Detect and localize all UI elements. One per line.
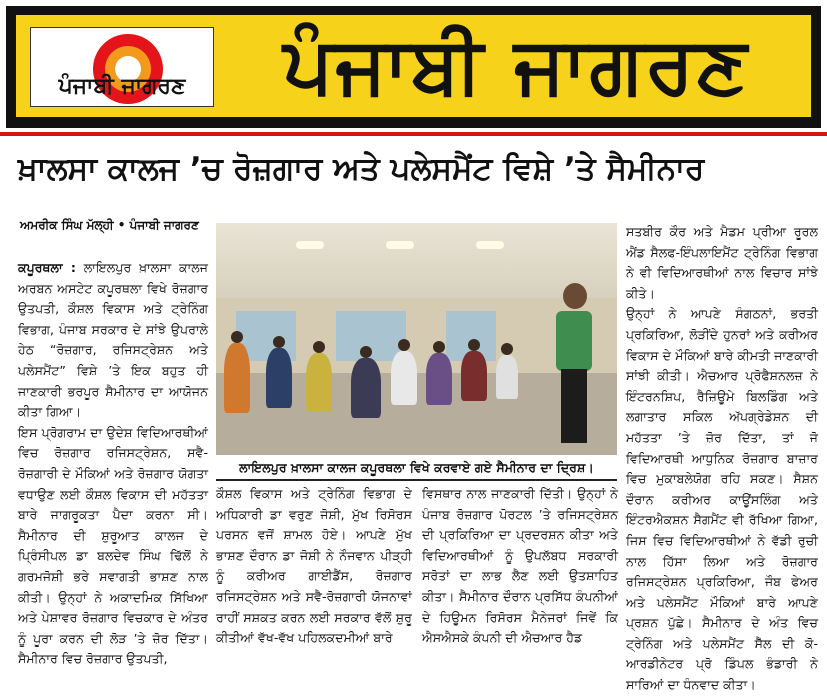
article-headline: ਖ਼ਾਲਸਾ ਕਾਲਜ ’ਚ ਰੋਜ਼ਗਾਰ ਅਤੇ ਪਲੇਸਮੈਂਟ ਵਿਸ਼ੇ ’ਤੇ ਸੈਮੀਨਾਰ xyxy=(18,151,705,187)
article-column-2 xyxy=(216,484,412,646)
newspaper-logo xyxy=(30,27,214,107)
masthead-divider xyxy=(0,132,827,136)
rising-sun-icon xyxy=(93,34,163,68)
article-dateline: ਕਪੂਰਥਲਾ : xyxy=(18,260,76,275)
article-column-3 xyxy=(422,484,618,646)
photo-caption: ਲਾਇਲਪੁਰ ਖ਼ਾਲਸਾ ਕਾਲਜ ਕਪੂਰਥਲਾ ਵਿਖੇ ਕਰਵਾਏ ਗਏ ਸੈਮੀਨਾਰ ਦਾ ਦ੍ਰਿਸ਼। xyxy=(216,457,617,481)
masthead-title: ਪੰਜਾਬੀ ਜਾਗਰਣ xyxy=(283,21,749,111)
logo-text: ਪੰਜਾਬੀ ਜਾਗਰਣ xyxy=(58,74,186,99)
article-column-1 xyxy=(18,258,208,667)
article-paragraph-4: ਵਿਸਥਾਰ ਨਾਲ ਜਾਣਕਾਰੀ ਦਿੱਤੀ। ਉਨ੍ਹਾਂ ਨੇ ਪੰਜਾਬ ਰੋਜ਼ਗਾਰ ਪੋਰਟਲ ’ਤੇ ਰਜਿਸਟ੍ਰੇਸ਼ਨ ਦੀ ਪ੍ਰਕਿਰਿਆ ਦਾ ਪ੍ਰਦਰਸ਼ਨ ਕੀਤਾ ਅਤੇ ਵਿਦਿਆਰਥੀਆਂ ਨੂੰ ਉਪਲੱਬਧ ਸਰਕਾਰੀ ਸਰੋਤਾਂ ਦਾ ਲਾਭ ਲੈਣ ਲਈ ਉਤਸ਼ਾਹਿਤ ਕੀਤਾ। ਸੈਮੀਨਾਰ ਦੌਰਾਨ ਪ੍ਰਸਿੱਧ ਕੰਪਨੀਆਂ ਦੇ ਹਿਊਮਨ ਰਿਸੋਰਸ ਮੈਨੇਜਰਾਂ ਜਿਵੇਂ ਕਿ ਐਸਐਸਕੇ ਕੰਪਨੀ ਦੀ ਐਚਆਰ ਹੈਡ xyxy=(422,486,618,646)
article-byline: ਅਮਰੀਕ ਸਿੰਘ ਮੱਲ੍ਹੀ • ਪੰਜਾਬੀ ਜਾਗਰਣ xyxy=(20,218,199,232)
article-column-4 xyxy=(626,222,818,693)
masthead-panel xyxy=(16,15,811,117)
article-paragraph-3: ਕੌਸ਼ਲ ਵਿਕਾਸ ਅਤੇ ਟ੍ਰੇਨਿੰਗ ਵਿਭਾਗ ਦੇ ਅਧਿਕਾਰੀ ਡਾ ਵਰੁਣ ਜੋਸ਼ੀ, ਮੁੱਖ ਰਿਸੋਰਸ ਪਰਸਨ ਵਜੋਂ ਸ਼ਾਮਲ ਹੋਏ। ਆਪਣੇ ਮੁੱਖ ਭਾਸ਼ਣ ਦੌਰਾਨ ਡਾ ਜੋਸ਼ੀ ਨੇ ਨੌਜਵਾਨ ਪੀੜ੍ਹੀ ਨੂੰ ਕਰੀਅਰ ਗਾਈਡੈਂਸ, ਰੋਜ਼ਗਾਰ ਰਜਿਸਟ੍ਰੇਸ਼ਨ ਅਤੇ ਸਵੈ-ਰੋਜ਼ਗਾਰੀ ਯੋਜਨਾਵਾਂ ਰਾਹੀਂ ਸਸ਼ਕਤ ਕਰਨ ਲਈ ਸਰਕਾਰ ਵੱਲੋਂ ਸ਼ੁਰੂ ਕੀਤੀਆਂ ਵੱਖ-ਵੱਖ ਪਹਿਲਕਦਮੀਆਂ ਬਾਰੇ xyxy=(216,486,412,646)
article-paragraph-2: ਇਸ ਪ੍ਰੋਗਰਾਮ ਦਾ ਉਦੇਸ਼ ਵਿਦਿਆਰਥੀਆਂ ਵਿਚ ਰੋਜ਼ਗਾਰ ਰਜਿਸਟ੍ਰੇਸ਼ਨ, ਸਵੈ-ਰੋਜ਼ਗਾਰੀ ਦੇ ਮੌਕਿਆਂ ਅਤੇ ਰੋਜ਼ਗਾਰ ਯੋਗਤਾ ਵਧਾਉਣ ਲਈ ਕੌਸ਼ਲ ਵਿਕਾਸ ਦੀ ਮਹੱਤਤਾ ਬਾਰੇ ਜਾਗਰੂਕਤਾ ਪੈਦਾ ਕਰਨਾ ਸੀ। ਸੈਮੀਨਾਰ ਦੀ ਸ਼ੁਰੂਆਤ ਕਾਲਜ ਦੇ ਪ੍ਰਿੰਸੀਪਲ ਡਾ ਬਲਦੇਵ ਸਿੰਘ ਢਿੱਲੋਂ ਨੇ ਗਰਮਜੋਸ਼ੀ ਭਰੇ ਸਵਾਗਤੀ ਭਾਸ਼ਣ ਨਾਲ ਕੀਤੀ। ਉਨ੍ਹਾਂ ਨੇ ਅਕਾਦਮਿਕ ਸਿੱਖਿਆ ਅਤੇ ਪੇਸ਼ਾਵਰ ਰੋਜ਼ਗਾਰ ਵਿਚਕਾਰ ਦੇ ਅੰਤਰ ਨੂੰ ਪੂਰਾ ਕਰਨ ਦੀ ਲੋੜ ’ਤੇ ਜ਼ੋਰ ਦਿੱਤਾ। ਸੈਮੀਨਾਰ ਵਿਚ ਰੋਜ਼ਗਾਰ ਉਤਪਤੀ, xyxy=(18,424,208,667)
masthead xyxy=(6,6,821,128)
article-paragraph-5: ਸਤਬੀਰ ਕੌਰ ਅਤੇ ਮੈਡਮ ਪ੍ਰੀਆ ਰੂਰਲ ਐਂਡ ਸੈਲਫ-ਇੰਪਲਾਇਮੈਂਟ ਟ੍ਰੇਨਿੰਗ ਵਿਭਾਗ ਨੇ ਵੀ ਵਿਦਿਆਰਥੀਆਂ ਨਾਲ ਵਿਚਾਰ ਸਾਂਝੇ ਕੀਤੇ। xyxy=(626,224,818,301)
article-paragraph-6: ਉਨ੍ਹਾਂ ਨੇ ਆਪਣੇ ਸੰਗਠਨਾਂ, ਭਰਤੀ ਪ੍ਰਕਿਰਿਆ, ਲੋੜੀਂਦੇ ਹੁਨਰਾਂ ਅਤੇ ਕਰੀਅਰ ਵਿਕਾਸ ਦੇ ਮੌਕਿਆਂ ਬਾਰੇ ਕੀਮਤੀ ਜਾਣਕਾਰੀ ਸਾਂਝੀ ਕੀਤੀ। ਐਚਆਰ ਪ੍ਰੋਫੈਸ਼ਨਲਜ਼ ਨੇ ਇੰਟਰਨਸ਼ਿਪ, ਰੈਜ਼ਿਊਮੇ ਬਿਲਡਿੰਗ ਅਤੇ ਲਗਾਤਾਰ ਸਕਿਲ ਅੱਪਗ੍ਰੇਡੇਸ਼ਨ ਦੀ ਮਹੱਤਤਾ ’ਤੇ ਜ਼ੋਰ ਦਿੱਤਾ, ਤਾਂ ਜੋ ਵਿਦਿਆਰਥੀ ਆਧੁਨਿਕ ਰੋਜ਼ਗਾਰ ਬਾਜ਼ਾਰ ਵਿਚ ਮੁਕਾਬਲੇਯੋਗ ਰਹਿ ਸਕਣ। ਸੈਸ਼ਨ ਦੌਰਾਨ ਕਰੀਅਰ ਕਾਊਂਸਲਿੰਗ ਅਤੇ ਇੰਟਰਐਕਸ਼ਨ ਸੈਗਮੈਂਟ ਵੀ ਰੱਖਿਆ ਗਿਆ, ਜਿਸ ਵਿਚ ਵਿਦਿਆਰਥੀਆਂ ਨੇ ਵੱਡੀ ਰੁਚੀ ਨਾਲ ਹਿੱਸਾ ਲਿਆ ਅਤੇ ਰੋਜ਼ਗਾਰ ਰਜਿਸਟ੍ਰੇਸ਼ਨ ਪ੍ਰਕਿਰਿਆ, ਜੌਬ ਫੇਅਰ ਅਤੇ ਪਲੇਸਮੈਂਟ ਮੌਕਿਆਂ ਬਾਰੇ ਆਪਣੇ ਪ੍ਰਸ਼ਨ ਪੁੱਛੇ। ਸੈਮੀਨਾਰ ਦੇ ਅੰਤ ਵਿਚ ਟ੍ਰੇਨਿੰਗ ਅਤੇ ਪਲੇਸਮੈਂਟ ਸੈੱਲ ਦੀ ਕੋ-ਆਰਡੀਨੇਟਰ ਪ੍ਰੋ ਡਿੰਪਲ ਭੰਡਾਰੀ ਨੇ ਸਾਰਿਆਂ ਦਾ ਧੰਨਵਾਦ ਕੀਤਾ। xyxy=(626,306,818,693)
seminar-photo xyxy=(216,223,617,455)
speaker-figure xyxy=(563,283,587,309)
article-paragraph-1: ਲਾਇਲਪੁਰ ਖ਼ਾਲਸਾ ਕਾਲਜ ਅਰਬਨ ਅਸਟੇਟ ਕਪੂਰਥਲਾ ਵਿਖੇ ਰੋਜ਼ਗਾਰ ਉਤਪਤੀ, ਕੌਸ਼ਲ ਵਿਕਾਸ ਅਤੇ ਟ੍ਰੇਨਿੰਗ ਵਿਭਾਗ, ਪੰਜਾਬ ਸਰਕਾਰ ਦੇ ਸਾਂਝੇ ਉਪਰਾਲੇ ਹੇਠ “ਰੋਜ਼ਗਾਰ, ਰਜਿਸਟ੍ਰੇਸ਼ਨ ਅਤੇ ਪਲੇਸਮੈਂਟ” ਵਿਸ਼ੇ ’ਤੇ ਇਕ ਬਹੁਤ ਹੀ ਜਾਣਕਾਰੀ ਭਰਪੂਰ ਸੈਮੀਨਾਰ ਦਾ ਆਯੋਜਨ ਕੀਤਾ ਗਿਆ। xyxy=(18,260,208,420)
